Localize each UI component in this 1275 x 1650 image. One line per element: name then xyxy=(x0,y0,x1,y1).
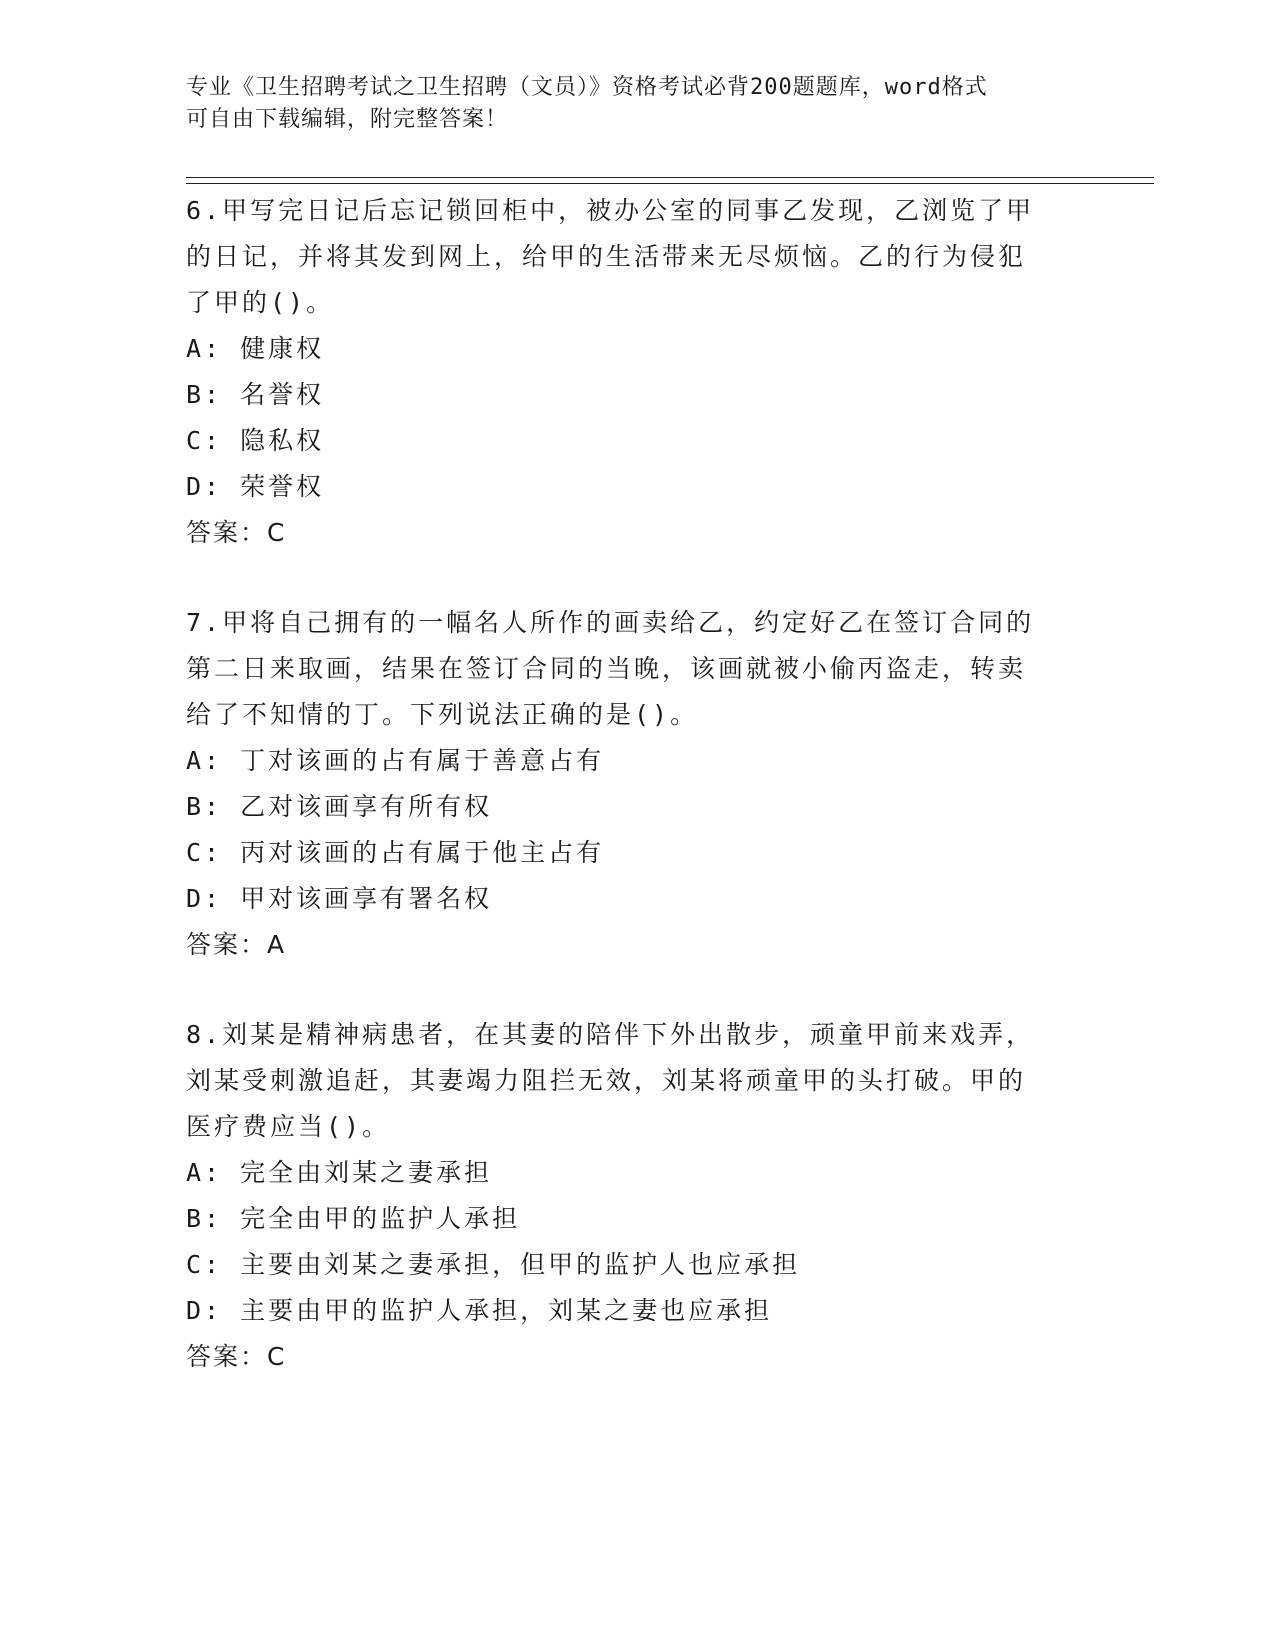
question-6 xyxy=(186,188,1086,556)
question-8 xyxy=(186,1012,1086,1380)
answer-line: 答案：A xyxy=(186,930,287,959)
option-a: A: 丁对该画的占有属于善意占有 xyxy=(186,746,605,775)
question-stem-line: 8.刘某是精神病患者，在其妻的陪伴下外出散步，顽童甲前来戏弄， xyxy=(186,1020,1035,1049)
header-divider-top xyxy=(186,177,1154,178)
question-7 xyxy=(186,600,1086,968)
answer-line: 答案：C xyxy=(186,1342,287,1371)
document-header xyxy=(186,72,1066,136)
option-b: B: 乙对该画享有所有权 xyxy=(186,792,493,821)
question-stem-line: 第二日来取画，结果在签订合同的当晚，该画就被小偷丙盗走，转卖 xyxy=(186,654,1027,683)
header-title-line-1: 专业《卫生招聘考试之卫生招聘（文员）》资格考试必背200题题库，word格式 xyxy=(186,75,988,100)
question-stem-line: 的日记，并将其发到网上，给甲的生活带来无尽烦恼。乙的行为侵犯 xyxy=(186,242,1027,271)
question-stem-line: 7.甲将自己拥有的一幅名人所作的画卖给乙，约定好乙在签订合同的 xyxy=(186,608,1035,637)
question-stem-line: 医疗费应当()。 xyxy=(186,1112,391,1141)
option-b: B: 完全由甲的监护人承担 xyxy=(186,1204,521,1233)
option-a: A: 健康权 xyxy=(186,334,325,363)
header-divider-bottom xyxy=(186,183,1154,184)
header-title-line-2: 可自由下载编辑，附完整答案！ xyxy=(186,107,509,132)
option-a: A: 完全由刘某之妻承担 xyxy=(186,1158,493,1187)
question-stem-line: 刘某受刺激追赶，其妻竭力阻拦无效，刘某将顽童甲的头打破。甲的 xyxy=(186,1066,1027,1095)
question-stem-line: 6.甲写完日记后忘记锁回柜中，被办公室的同事乙发现，乙浏览了甲 xyxy=(186,196,1035,225)
question-stem-line: 给了不知情的丁。下列说法正确的是()。 xyxy=(186,700,699,729)
answer-line: 答案：C xyxy=(186,518,287,547)
option-c: C: 丙对该画的占有属于他主占有 xyxy=(186,838,605,867)
option-b: B: 名誉权 xyxy=(186,380,325,409)
option-c: C: 主要由刘某之妻承担，但甲的监护人也应承担 xyxy=(186,1250,801,1279)
option-d: D: 主要由甲的监护人承担，刘某之妻也应承担 xyxy=(186,1296,773,1325)
option-d: D: 甲对该画享有署名权 xyxy=(186,884,493,913)
question-stem-line: 了甲的()。 xyxy=(186,288,335,317)
option-d: D: 荣誉权 xyxy=(186,472,325,501)
option-c: C: 隐私权 xyxy=(186,426,325,455)
